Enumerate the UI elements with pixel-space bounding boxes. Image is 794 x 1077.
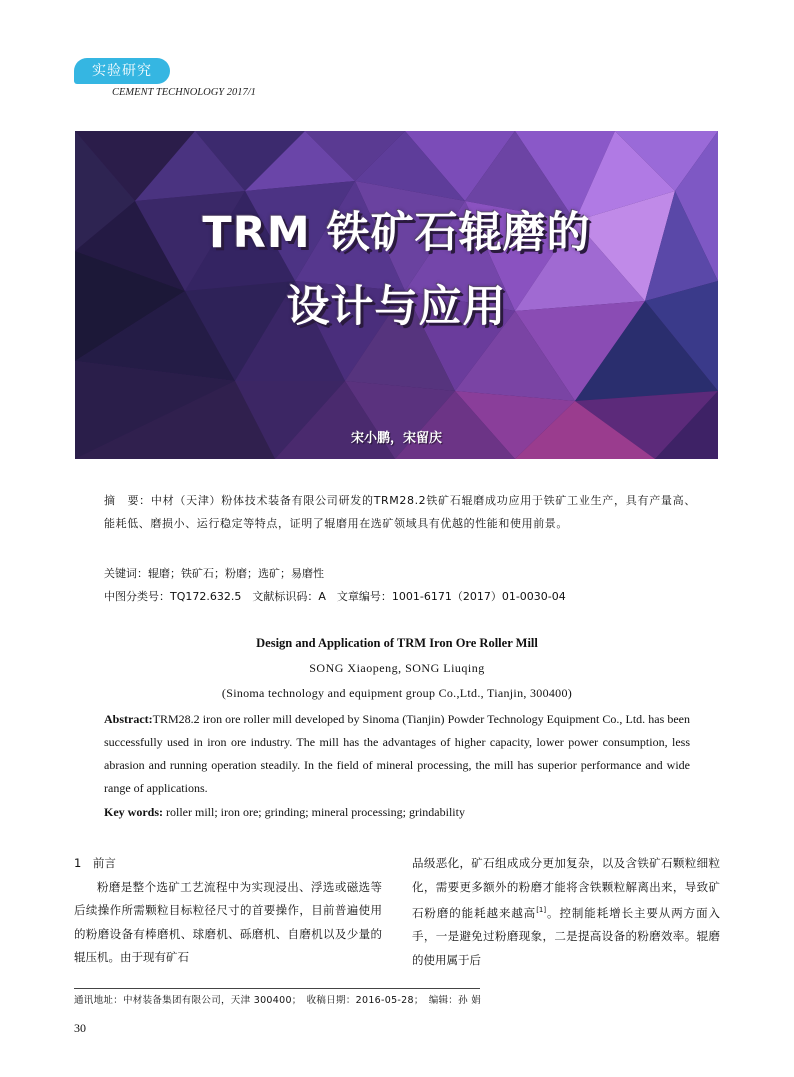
section-tag: 实验研究 [74, 58, 170, 84]
abstract-text: TRM28.2 iron ore roller mill developed by Sinoma (Tianjin) Powder Technology Equipment Co., Ltd. has been successfully used in iron ore industry. The mill has the advantages of higher capacity, lower power consumption, less abrasion and running operation steadily. In the field of mineral processing, the mill has superior performance and wide range of applications. [104, 712, 690, 795]
english-authors: SONG Xiaopeng, SONG Liuqing [309, 661, 485, 675]
chinese-abstract: 摘 要：中材（天津）粉体技术装备有限公司研发的TRM28.2铁矿石辊磨成功应用于铁矿工业生产，具有产量高、能耗低、磨损小、运行稳定等特点，证明了辊磨用在选矿领域具有优越的性能和使用前景。 [104, 494, 696, 530]
page-number: 30 [74, 1021, 86, 1035]
body-column-left [74, 852, 382, 970]
journal-running-header: CEMENT TECHNOLOGY 2017/1 [112, 87, 256, 98]
body-column-right [412, 852, 720, 972]
body-paragraph-continued-2: 。控制能耗增长主要从两方面入手，一是避免过粉磨现象，二是提高设备的粉磨效率。辊磨的使用属于后 [412, 905, 721, 967]
citation-ref[interactable]: [1] [536, 906, 547, 914]
chinese-keywords: 关键词：辊磨；铁矿石；粉磨；选矿；易磨性 [104, 567, 324, 580]
body-paragraph: 粉磨是整个选矿工艺流程中为实现浸出、浮选或磁选等后续操作所需颗粒目标粒径尺寸的首要操作，目前普遍使用的粉磨设备有棒磨机、球磨机、砾磨机、自磨机以及少量的辊压机。由于现有矿石 [74, 879, 382, 964]
banner-title-line-1: TRM 铁矿石辊磨的 [202, 208, 591, 258]
title-banner [75, 131, 718, 459]
section-heading: 1 前言 [74, 856, 116, 870]
keywords-text: roller mill; iron ore; grinding; mineral processing; grindability [163, 805, 465, 819]
english-title: Design and Application of TRM Iron Ore Roller Mill [256, 636, 538, 650]
body-paragraph-continued: 品级恶化，矿石组成成分更加复杂，以及含铁矿石颗粒细粒化，需要更多额外的粉磨才能将含铁颗粒解离出来，导致矿石粉磨的能耗越来越高 [412, 856, 720, 920]
classification-line: 中图分类号：TQ172.632.5 文献标识码：A 文章编号：1001-6171（2017）01-0030-04 [104, 590, 566, 603]
footnote-divider [74, 988, 480, 989]
banner-title-line-2: 设计与应用 [286, 282, 507, 332]
english-abstract [104, 708, 690, 800]
banner-authors: 宋小鹏，宋留庆 [350, 431, 442, 446]
footnote: 通讯地址：中材装备集团有限公司，天津 300400； 收稿日期：2016-05-28； 编辑：孙 娟 [74, 995, 482, 1006]
abstract-label: Abstract: [104, 712, 153, 726]
english-keywords [104, 801, 694, 824]
keywords-label: Key words: [104, 805, 163, 819]
english-affiliation: (Sinoma technology and equipment group Co.,Ltd., Tianjin, 300400) [221, 686, 573, 700]
